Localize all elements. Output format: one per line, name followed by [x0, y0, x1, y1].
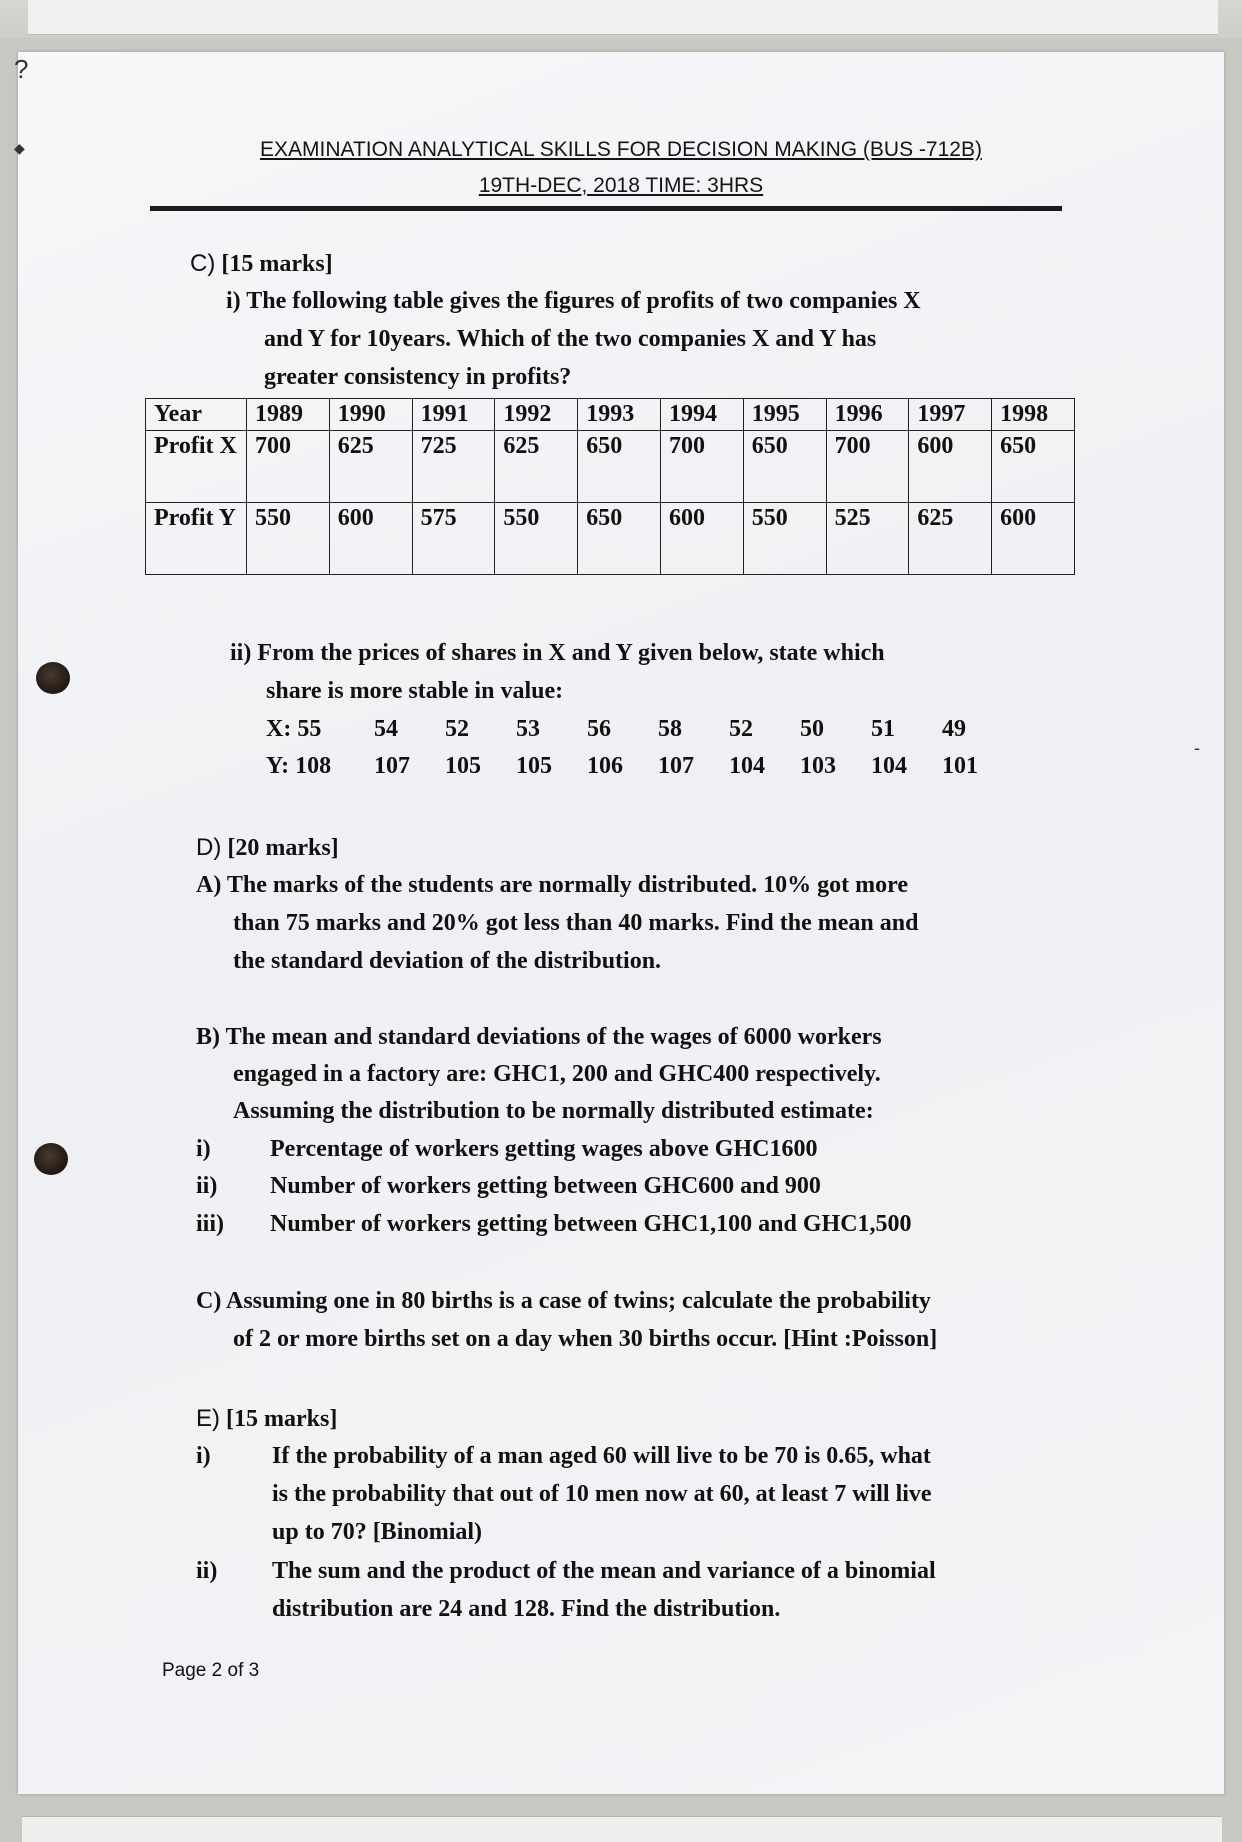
punch-hole-top — [36, 662, 70, 694]
year-cell: 1994 — [660, 399, 743, 431]
question-d-c-line2: of 2 or more births set on a day when 30 births occur. [Hint :Poisson] — [233, 1326, 938, 1352]
question-e-ii-line1: The sum and the product of the mean and variance of a binomial — [272, 1558, 936, 1584]
pen-mark: ? — [14, 54, 29, 84]
question-c-ii-line2: share is more stable in value: — [266, 678, 564, 704]
share-x-value: 52 — [729, 716, 753, 742]
year-cell: 1998 — [992, 399, 1075, 431]
item-number: i) — [196, 1136, 211, 1162]
table-header-year: Year — [146, 399, 247, 431]
question-c-i-line3: greater consistency in profits? — [264, 364, 572, 390]
year-cell: 1997 — [909, 399, 992, 431]
table-cell: 575 — [412, 503, 495, 575]
section-c-heading — [190, 250, 333, 278]
question-d-c-line1: C) Assuming one in 80 births is a case of twins; calculate the probability — [196, 1288, 931, 1314]
share-y-value: 107 — [658, 753, 694, 779]
share-y-value: 104 — [729, 753, 765, 779]
question-c-ii-line1: ii) From the prices of shares in X and Y given below, state which — [230, 640, 885, 666]
table-cell: 700 — [247, 431, 330, 503]
question-d-a-line2: than 75 marks and 20% got less than 40 marks. Find the mean and — [233, 910, 919, 936]
year-cell: 1995 — [743, 399, 826, 431]
share-y-label: Y: 108 — [266, 753, 332, 779]
table-row-profit-x — [146, 431, 1075, 503]
share-x-label: X: 55 — [266, 716, 322, 742]
share-prices-y — [266, 753, 1013, 780]
table-cell: 625 — [909, 503, 992, 575]
page-number: Page 2 of 3 — [162, 1660, 260, 1681]
edge-mark: - — [1194, 738, 1200, 758]
question-e-i-line2: is the probability that out of 10 men now at 60, at least 7 will live — [272, 1481, 932, 1507]
table-cell: 600 — [909, 431, 992, 503]
question-d-a-line3: the standard deviation of the distribution. — [233, 948, 662, 974]
table-cell: 600 — [660, 503, 743, 575]
share-y-value: 105 — [445, 753, 481, 779]
header-divider — [150, 206, 1062, 211]
share-x-value: 51 — [871, 716, 895, 742]
table-cell: 650 — [743, 431, 826, 503]
section-c-label: C) — [190, 250, 216, 277]
table-cell: 725 — [412, 431, 495, 503]
profits-table — [145, 398, 1075, 575]
bullet-mark: ◆ — [14, 140, 25, 156]
row-label-profit-y: Profit Y — [146, 503, 247, 575]
year-cell: 1990 — [329, 399, 412, 431]
question-c-i-line2: and Y for 10years. Which of the two companies X and Y has — [264, 326, 877, 352]
table-cell: 625 — [495, 431, 578, 503]
question-e-i-line1: If the probability of a man aged 60 will live to be 70 is 0.65, what — [272, 1443, 931, 1469]
section-d-label: D) — [196, 834, 222, 861]
question-d-a-line1: A) The marks of the students are normally distributed. 10% got more — [196, 872, 908, 898]
table-cell: 625 — [329, 431, 412, 503]
section-e-heading — [196, 1405, 337, 1433]
question-d-b-line3: Assuming the distribution to be normally distributed estimate: — [233, 1098, 874, 1124]
question-d-b-iii: Number of workers getting between GHC1,100 and GHC1,500 — [270, 1211, 912, 1237]
question-d-b-line1: B) The mean and standard deviations of the wages of 6000 workers — [196, 1024, 882, 1050]
table-cell: 550 — [247, 503, 330, 575]
year-cell: 1991 — [412, 399, 495, 431]
table-cell: 650 — [578, 503, 661, 575]
exam-title: EXAMINATION ANALYTICAL SKILLS FOR DECISION MAKING (BUS -712B) — [260, 138, 982, 161]
section-d-marks: [20 marks] — [227, 835, 339, 861]
section-e-label: E) — [196, 1405, 220, 1432]
section-c-marks: [15 marks] — [221, 251, 333, 277]
item-number: ii) — [196, 1173, 218, 1199]
table-cell: 700 — [660, 431, 743, 503]
table-cell: 600 — [992, 503, 1075, 575]
item-number: i) — [196, 1443, 211, 1469]
share-y-value: 105 — [516, 753, 552, 779]
question-e-i-line3: up to 70? [Binomial) — [272, 1519, 483, 1545]
year-cell: 1992 — [495, 399, 578, 431]
share-y-value: 106 — [587, 753, 623, 779]
share-y-value: 104 — [871, 753, 907, 779]
year-cell: 1989 — [247, 399, 330, 431]
share-x-value: 50 — [800, 716, 824, 742]
share-y-value: 101 — [942, 753, 978, 779]
share-x-value: 54 — [374, 716, 398, 742]
share-prices-x — [266, 716, 1013, 743]
year-cell: 1996 — [826, 399, 909, 431]
share-x-value: 49 — [942, 716, 966, 742]
question-c-i-line1: i) The following table gives the figures of profits of two companies X — [226, 288, 921, 314]
section-e-marks: [15 marks] — [226, 1406, 338, 1432]
share-y-value: 103 — [800, 753, 836, 779]
share-x-value: 56 — [587, 716, 611, 742]
item-number: iii) — [196, 1211, 224, 1237]
share-x-value: 52 — [445, 716, 469, 742]
share-x-value: 53 — [516, 716, 540, 742]
table-cell: 600 — [329, 503, 412, 575]
table-cell: 550 — [743, 503, 826, 575]
section-d-heading — [196, 834, 339, 862]
item-number: ii) — [196, 1558, 218, 1584]
question-d-b-ii: Number of workers getting between GHC600 and 900 — [270, 1173, 821, 1199]
row-label-profit-x: Profit X — [146, 431, 247, 503]
share-y-value: 107 — [374, 753, 410, 779]
table-cell: 700 — [826, 431, 909, 503]
next-page-edge — [22, 1816, 1222, 1842]
previous-page-edge — [0, 0, 1242, 38]
table-row-profit-y — [146, 503, 1075, 575]
punch-hole-bottom — [34, 1143, 68, 1175]
table-header-row — [146, 399, 1075, 431]
question-e-ii-line2: distribution are 24 and 128. Find the distribution. — [272, 1596, 781, 1622]
question-d-b-line2: engaged in a factory are: GHC1, 200 and GHC400 respectively. — [233, 1061, 881, 1087]
year-cell: 1993 — [578, 399, 661, 431]
question-d-b-i: Percentage of workers getting wages above GHC1600 — [270, 1136, 818, 1162]
share-x-value: 58 — [658, 716, 682, 742]
table-cell: 525 — [826, 503, 909, 575]
exam-date-time: 19TH-DEC, 2018 TIME: 3HRS — [478, 174, 764, 197]
table-cell: 650 — [578, 431, 661, 503]
table-cell: 650 — [992, 431, 1075, 503]
table-cell: 550 — [495, 503, 578, 575]
